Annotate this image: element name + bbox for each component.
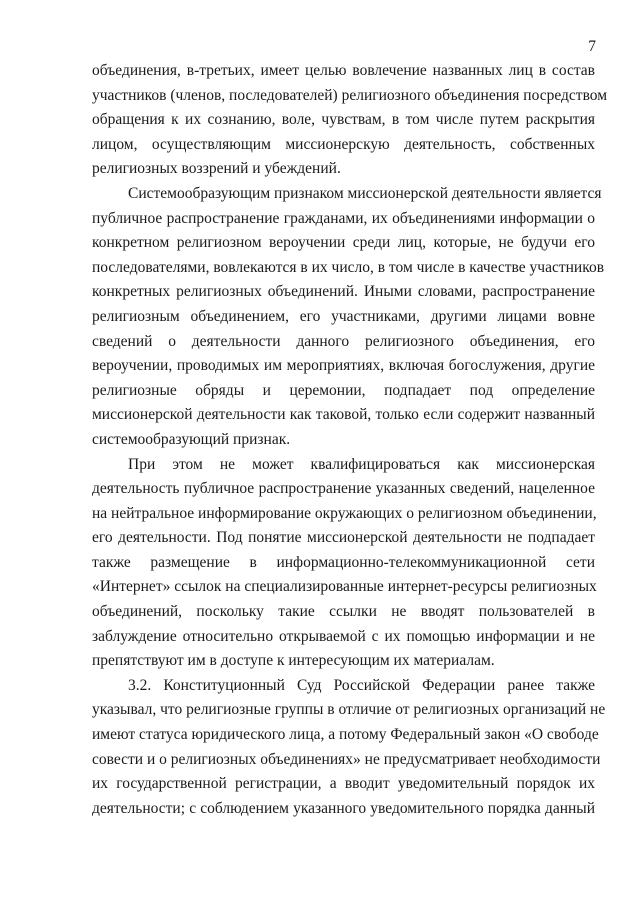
text-line: совести и о религиозных объединениях» не предусматривает необходимости: [92, 750, 601, 768]
body-text: [92, 59, 608, 821]
text-line: вероучении, проводимых им мероприятиях, включая богослужения, другие: [92, 357, 595, 375]
text-line: объединений, поскольку такие ссылки не вводят пользователей в: [92, 603, 595, 621]
text-line: деятельность публичное распространение указанных сведений, нацеленное: [92, 480, 595, 498]
text-line: публичное распространение гражданами, их объединениями информации о: [92, 209, 595, 227]
text-line: сведений о деятельности данного религиозного объединения, его: [92, 332, 595, 350]
text-line: конкретном религиозном вероучении среди лиц, которые, не будучи его: [92, 234, 595, 252]
text-line: При этом не может квалифицироваться как миссионерская: [128, 455, 595, 473]
text-line: религиозные обряды и церемонии, подпадает под определение: [92, 381, 595, 399]
text-line: последователями, вовлекаются в их число, в том числе в качестве участников: [92, 258, 605, 276]
text-line: религиозным объединением, его участниками, другими лицами вовне: [92, 307, 595, 325]
text-line: Системообразующим признаком миссионерской деятельности является: [128, 184, 602, 202]
text-line: на нейтральное информирование окружающих о религиозном объединении,: [92, 504, 597, 522]
text-line: 3.2. Конституционный Суд Российской Федерации ранее также: [128, 676, 595, 694]
text-line: их государственной регистрации, а вводит уведомительный порядок их: [92, 775, 595, 793]
text-line: обращения к их сознанию, воле, чувствам, в том числе путем раскрытия: [92, 111, 595, 129]
text-line: имеют статуса юридического лица, а потому Федеральный закон «О свободе: [92, 726, 599, 744]
text-line: религиозных воззрений и убеждений.: [92, 160, 341, 178]
page-number: 7: [588, 38, 596, 55]
text-line: заблуждение относительно открываемой с их помощью информации и не: [92, 627, 595, 645]
text-line: объединения, в-третьих, имеет целью вовлечение названных лиц в состав: [92, 62, 595, 79]
text-line: системообразующий признак.: [92, 430, 291, 448]
text-line: участников (членов, последователей) религиозного объединения посредством: [92, 86, 608, 104]
text-line: указывал, что религиозные группы в отличие от религиозных организаций не: [92, 701, 606, 719]
text-line: «Интернет» ссылок на специализированные интернет-ресурсы религиозных: [92, 578, 597, 596]
text-line: конкретных религиозных объединений. Иными словами, распространение: [92, 283, 595, 301]
text-line: также размещение в информационно-телекоммуникационной сети: [92, 553, 595, 571]
text-line: его деятельности. Под понятие миссионерской деятельности не подпадает: [92, 529, 595, 547]
text-line: миссионерской деятельности как таковой, только если содержит названный: [92, 406, 595, 424]
text-line: лицом, осуществляющим миссионерскую деятельность, собственных: [92, 135, 595, 153]
text-line: деятельности; с соблюдением указанного уведомительного порядка данный: [92, 799, 595, 817]
text-line: препятствуют им в доступе к интересующим их материалам.: [92, 652, 495, 670]
